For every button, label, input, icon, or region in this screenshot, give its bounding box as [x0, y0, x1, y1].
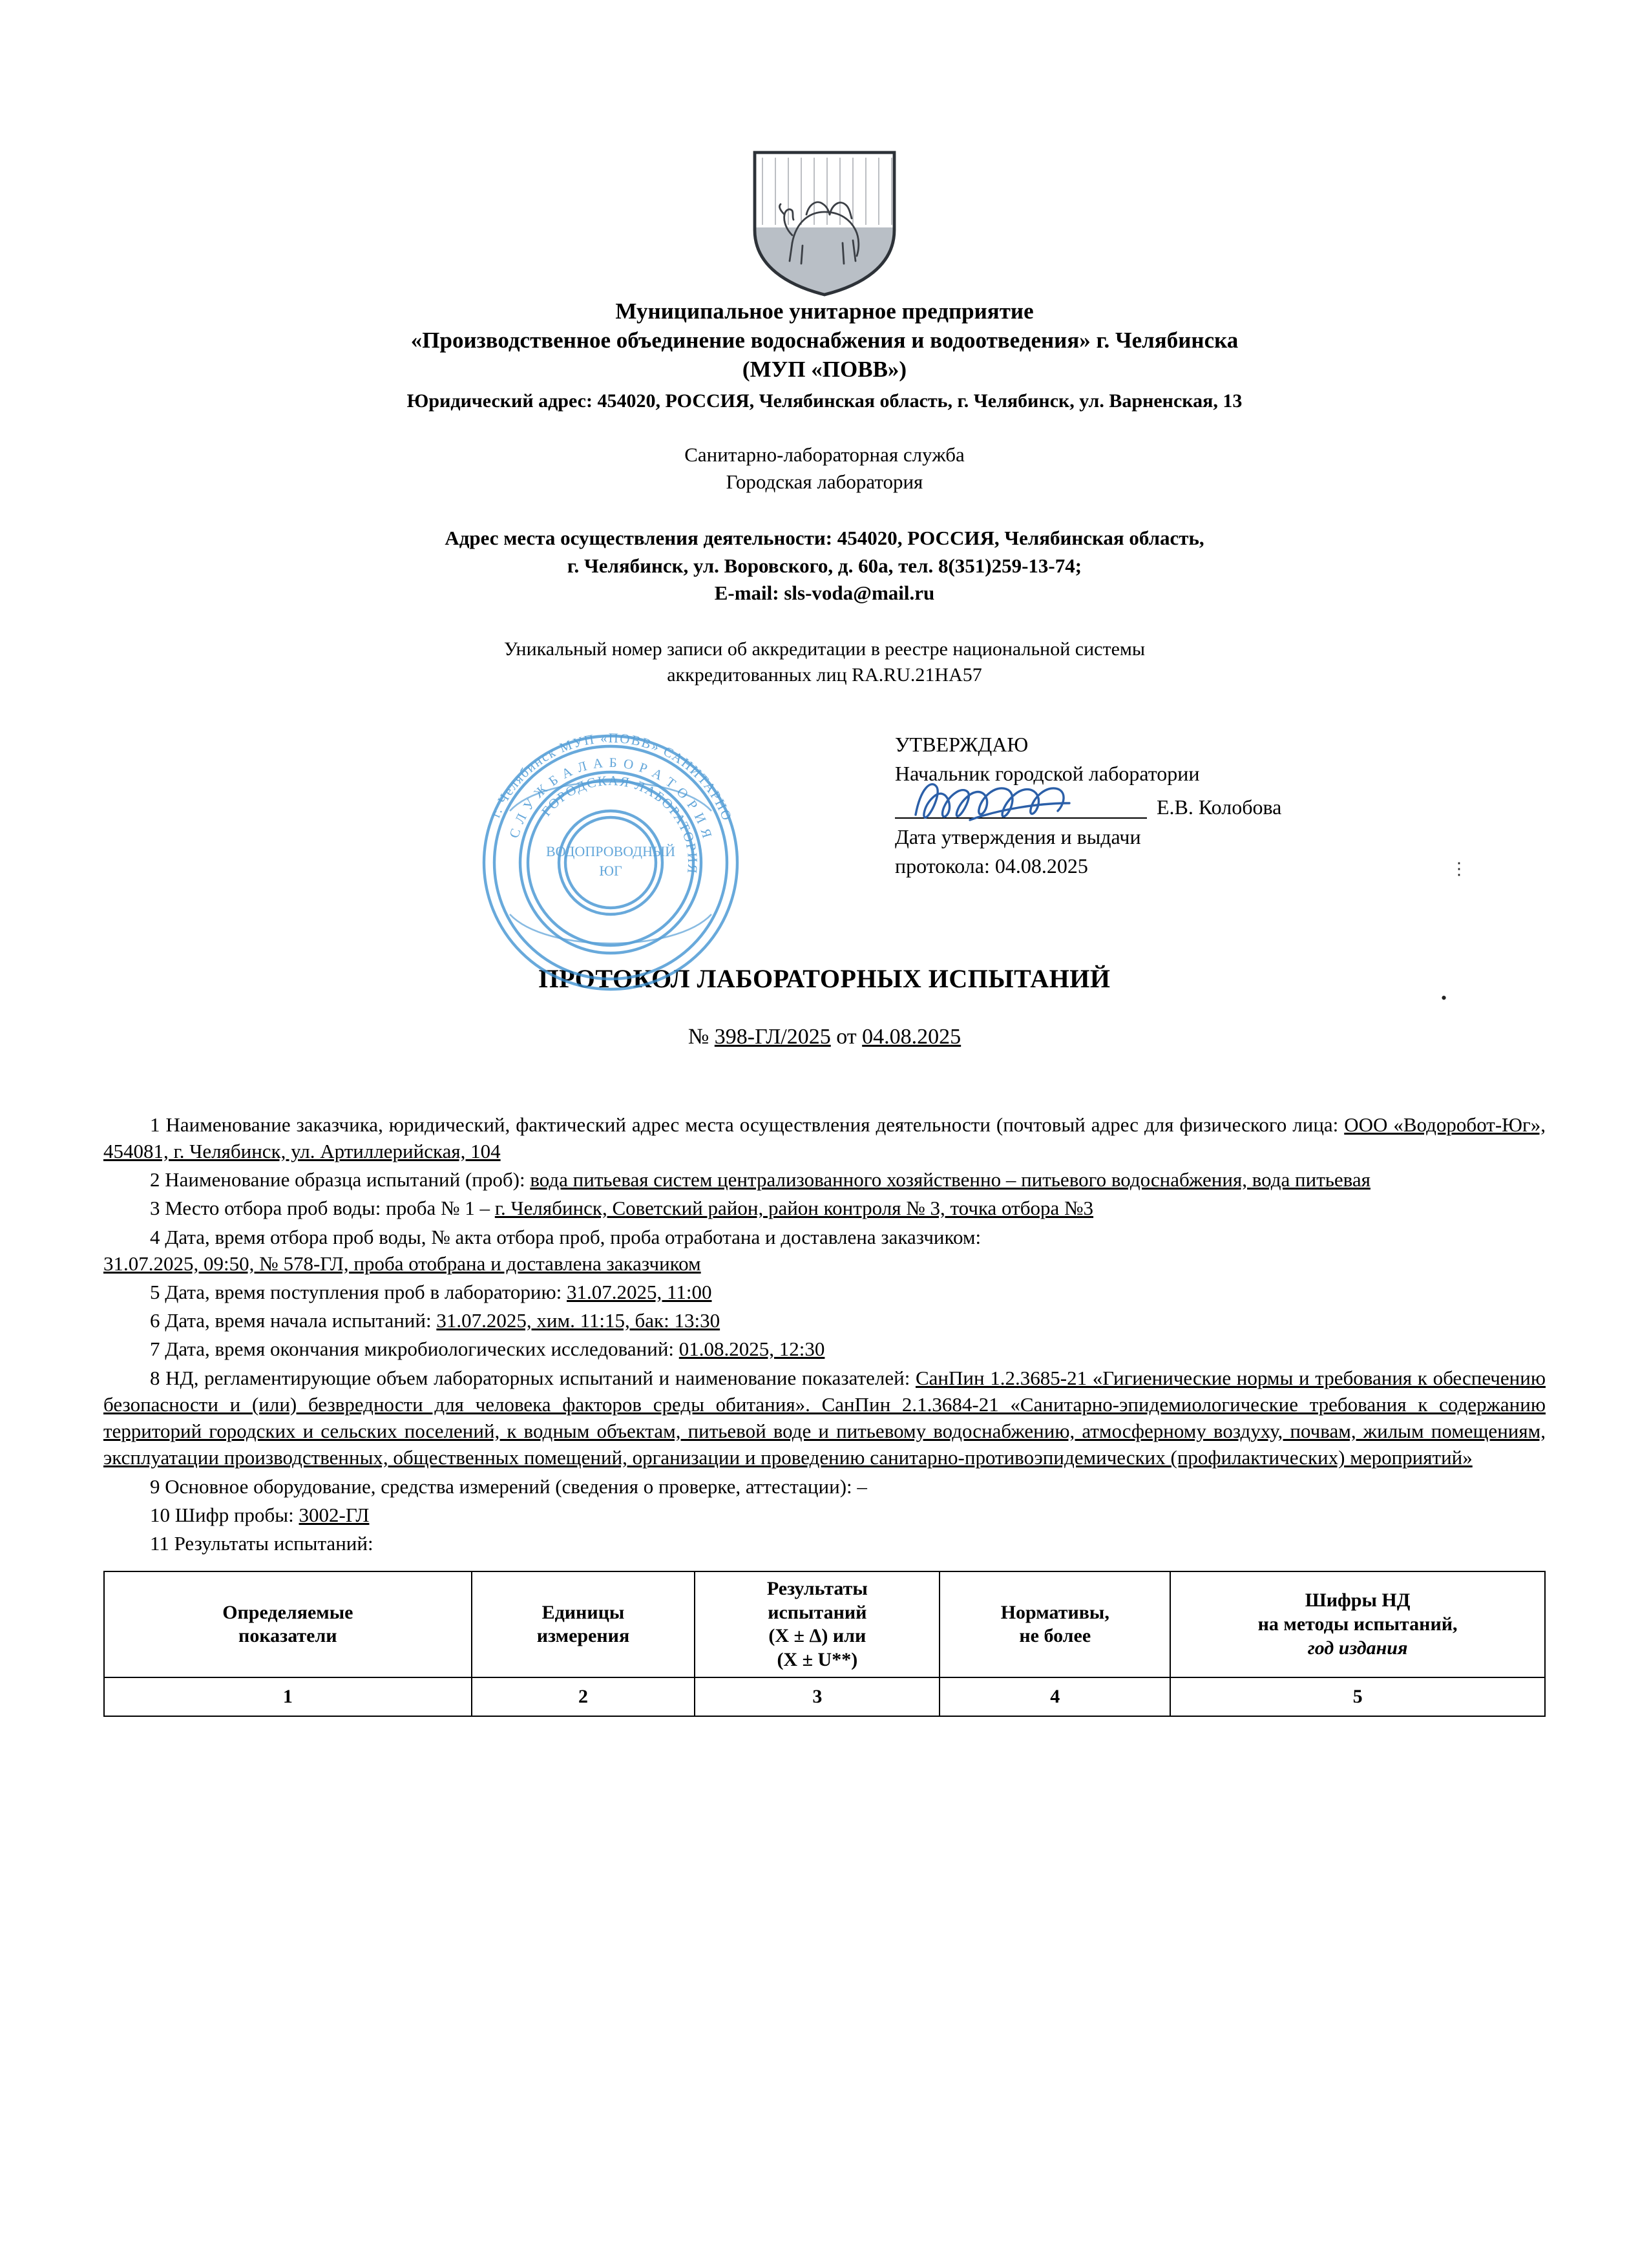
header-methods — [1170, 1571, 1545, 1677]
approval-block — [895, 730, 1289, 881]
org-legal-address: Юридический адрес: 454020, РОССИЯ, Челябинская область, г. Челябинск, ул. Варненская, 13 — [406, 390, 1243, 412]
results-table-body — [104, 1677, 1545, 1716]
item-1 — [103, 1111, 1546, 1164]
header-methods-line-1: Шифры НД — [1305, 1590, 1411, 1612]
item-5 — [103, 1279, 1546, 1305]
number-prefix: № — [688, 1024, 715, 1049]
approval-position: Начальник городской лаборатории — [895, 762, 1200, 786]
item-1-value: ООО «Водоробот-Юг», 454081, г. Челябинск, ул. Артиллерийская, 104 — [103, 1113, 1546, 1162]
item-11: 11 Результаты испытаний: — [150, 1532, 373, 1555]
approval-date-line-2: протокола: 04.08.2025 — [895, 854, 1088, 878]
column-number-1: 1 — [104, 1677, 472, 1716]
signer-name: Е.В. Колобова — [1157, 795, 1282, 819]
org-line-2: «Производственное объединение водоснабжения и водоотведения» г. Челябинска — [410, 327, 1239, 353]
header-results — [695, 1571, 940, 1677]
header-norms-line-2: не более — [1019, 1625, 1091, 1647]
signature-line — [895, 789, 1289, 823]
item-5-value: 31.07.2025, 11:00 — [567, 1281, 712, 1304]
header-norms — [940, 1571, 1170, 1677]
column-number-5: 5 — [1170, 1677, 1545, 1716]
org-line-3: (МУП «ПОВВ») — [742, 356, 907, 382]
svg-text:ЮГ: ЮГ — [599, 862, 622, 879]
item-8-label: 8 НД, регламентирующие объем лабораторных испытаний и наименование показателей: — [150, 1366, 916, 1389]
accreditation-line-2: аккредитованных лиц RA.RU.21НА57 — [667, 664, 982, 686]
scan-artifact-dots: ⋮ — [1451, 859, 1467, 878]
item-4-value: 31.07.2025, 09:50, № 578-ГЛ, проба отобрана и доставлена заказчиком — [103, 1252, 701, 1275]
header-norms-line-1: Нормативы, — [1000, 1601, 1109, 1623]
activity-address-line-2: г. Челябинск, ул. Воровского, д. 60а, тел. 8(351)259-13-74; — [567, 554, 1082, 577]
item-4-label: 4 Дата, время отбора проб воды, № акта отбора проб, проба отработана и доставлена заказчиком: — [150, 1225, 982, 1248]
document-title: ПРОТОКОЛ ЛАБОРАТОРНЫХ ИСПЫТАНИЙ — [538, 963, 1111, 993]
item-10 — [103, 1502, 1546, 1528]
header-results-line-1: Результаты — [766, 1578, 868, 1600]
svg-text:ВОДОПРОВОДНЫЙ: ВОДОПРОВОДНЫЙ — [545, 843, 676, 859]
column-number-4: 4 — [940, 1677, 1170, 1716]
table-row — [104, 1677, 1545, 1716]
header-results-line-4: (X ± U**) — [777, 1648, 858, 1670]
service-line-2: Городская лаборатория — [726, 470, 923, 493]
item-2-value: вода питьевая систем централизованного хозяйственно – питьевого водоснабжения, вода питьевая — [530, 1168, 1371, 1192]
svg-text:ГОРОДСКАЯ ЛАБОРАТОРИЯ: ГОРОДСКАЯ ЛАБОРАТОРИЯ — [538, 772, 701, 876]
header-methods-line-2: на методы испытаний, — [1257, 1613, 1458, 1635]
results-table — [103, 1571, 1546, 1717]
item-7 — [103, 1336, 1546, 1362]
activity-address-email: E-mail: sls-voda@mail.ru — [714, 581, 935, 604]
item-3 — [103, 1195, 1546, 1221]
activity-address-line-1: Адрес места осуществления деятельности: 454020, РОССИЯ, Челябинская область, — [445, 527, 1204, 550]
results-header-row — [104, 1571, 1545, 1677]
handwritten-signature — [908, 775, 1121, 830]
service-line-1: Санитарно-лабораторная служба — [684, 443, 965, 466]
number-date: 04.08.2025 — [862, 1024, 961, 1049]
item-3-label: 3 Место отбора проб воды: проба № 1 – — [150, 1197, 495, 1220]
item-10-label: 10 Шифр пробы: — [150, 1503, 299, 1526]
item-6-label: 6 Дата, время начала испытаний: — [150, 1309, 437, 1332]
header-methods-line-3: год издания — [1307, 1637, 1408, 1659]
approval-zone — [103, 714, 1546, 960]
approval-date-line-1: Дата утверждения и выдачи — [895, 824, 1141, 848]
crest-image — [750, 150, 899, 297]
coat-of-arms-crest — [103, 0, 1546, 297]
item-5-label: 5 Дата, время поступления проб в лабораторию: — [150, 1281, 567, 1304]
header-units — [472, 1571, 695, 1677]
official-seal-stamp — [468, 720, 753, 1005]
header-results-line-3: (X ± Δ) или — [768, 1625, 867, 1647]
header-units-line-1: Единицы — [541, 1601, 625, 1623]
item-6 — [103, 1307, 1546, 1334]
item-4 — [103, 1224, 1546, 1277]
item-7-value: 01.08.2025, 12:30 — [678, 1338, 825, 1361]
service-block — [103, 441, 1546, 496]
item-7-label: 7 Дата, время окончания микробиологических исследований: — [150, 1338, 679, 1361]
svg-text:г. Челябинск МУП «ПОВВ» САН: г. Челябинск МУП «ПОВВ» САНИТАРНО — [487, 730, 736, 824]
item-10-value: 3002-ГЛ — [299, 1503, 370, 1526]
column-number-3: 3 — [695, 1677, 940, 1716]
header-units-line-2: измерения — [536, 1625, 630, 1647]
document-number — [103, 1025, 1546, 1049]
accreditation-block — [103, 636, 1546, 688]
header-parameters-line-1: Определяемые — [222, 1601, 353, 1623]
svg-text:С Л У Ж Б А Л А Б О Р А Т О: С Л У Ж Б А Л А Б О Р А Т О Р И Я — [506, 754, 716, 841]
item-8 — [103, 1365, 1546, 1471]
document-body — [103, 0, 1546, 1717]
scan-artifact-dot: • — [1441, 989, 1447, 1007]
item-9: 9 Основное оборудование, средства измерений (сведения о проверке, аттестации): – — [150, 1475, 867, 1498]
item-2-label: 2 Наименование образца испытаний (проб): — [150, 1168, 530, 1192]
item-3-value: г. Челябинск, Советский район, район контроля № 3, точка отбора №3 — [494, 1197, 1094, 1220]
results-table-head — [104, 1571, 1545, 1677]
activity-address-block — [103, 525, 1546, 606]
header-parameters-line-2: показатели — [238, 1625, 337, 1647]
item-1-label: 1 Наименование заказчика, юридический, фактический адрес места осуществления деятельности (почтовый адрес для физического лица: — [150, 1113, 1345, 1136]
item-2 — [103, 1166, 1546, 1193]
org-line-1: Муниципальное унитарное предприятие — [615, 299, 1034, 324]
number-middle: от — [830, 1024, 863, 1049]
item-8-value: СанПин 1.2.3685-21 «Гигиенические нормы и требования к обеспечению безопасности и (или) безвредности для человека факторов среды обитания». СанПин 2.1.3684-21 «Санитарно-эпидемиологические требования к содержанию территорий городских и сельских поселений, к водным объектам, питьевой воде и питьевому водоснабжению, атмосферному воздуху, почвам, жилым помещениям, эксплуатации производственных, общественных помещений, организации и проведению санитарно-противоэпидемических (профилактических) мероприятий» — [103, 1366, 1546, 1469]
approval-label: УТВЕРЖДАЮ — [895, 732, 1029, 756]
organization-header — [103, 297, 1546, 688]
protocol-items — [103, 1111, 1546, 1557]
accreditation-line-1: Уникальный номер записи об аккредитации в реестре национальной системы — [503, 638, 1146, 660]
item-6-value: 31.07.2025, хим. 11:15, бак: 13:30 — [436, 1309, 720, 1332]
number-value: 398-ГЛ/2025 — [714, 1024, 831, 1049]
column-number-2: 2 — [472, 1677, 695, 1716]
header-parameters — [104, 1571, 472, 1677]
header-results-line-2: испытаний — [768, 1601, 867, 1623]
